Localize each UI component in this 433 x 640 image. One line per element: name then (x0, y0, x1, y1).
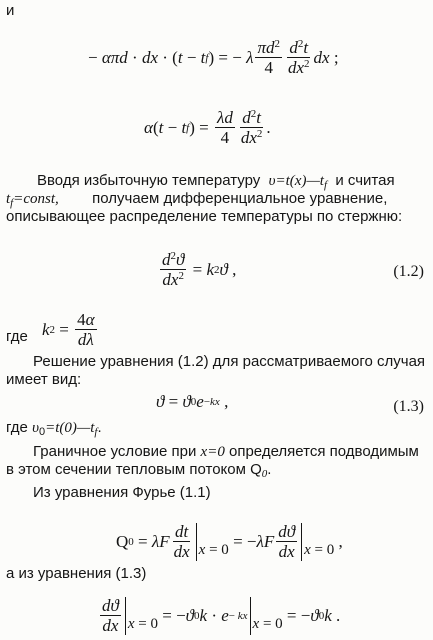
equation-derivative: $\frac{dϑ}{dx}$ x = 0 = − ϑ 0 k · e − kx x = 0 = − ϑ 0 k . (102, 596, 341, 635)
paragraph-line-3: описывающее распределение температуры по стержню: (6, 208, 403, 225)
paragraph-from-eq13: а из уравнения (1.3) (6, 565, 147, 582)
paragraph-boundary: Граничное условие при x=0 определяется подводимым (33, 443, 419, 460)
equation-1-2: $\frac{d^2ϑ}{dx^2}$ = k 2 ϑ , (162, 250, 237, 289)
equation-number-1-3: (1.3) (393, 398, 424, 415)
equation-1-3: ϑ = ϑ 0 e −kx , (156, 392, 229, 411)
paragraph-fourier: Из уравнения Фурье (1.1) (33, 484, 211, 501)
paragraph-boundary-line-2: в этом сечении тепловым потоком $Q_0$. (6, 461, 272, 480)
equation-number-1-2: (1.2) (393, 263, 424, 280)
equation-simplified: α ( t − t f ) = $\frac{\lambda d}{4}$ $\frac{d^2t}{dx^2}$ . (144, 108, 271, 147)
conjunction-i: и (6, 2, 15, 19)
paragraph-solution-line-2: имеет вид: (6, 371, 82, 388)
paragraph-solution: Решение уравнения (1.2) для рассматриваемого случая (33, 353, 426, 370)
paragraph-line-2: $t_f=const$, получаем дифференциальное уравнение, (6, 190, 388, 209)
line-gde-theta0: где $\upsilon_0=t(0)—t_f$. (6, 419, 102, 438)
equation-heat-balance: − απd · dx · ( t − t f ) = − λ $\frac{\pi d^2}{4}$ $\frac{d^2t}{dx^2}$ dx ; (88, 38, 339, 77)
label-gde-1: где (6, 328, 28, 345)
equation-heat-flux: Q 0 = λF $\frac{dt}{dx}$ x = 0 = − λF $\frac{dϑ}{dx}$ x = 0 , (116, 522, 343, 561)
equation-k-squared: k 2 = $\frac{4\alpha}{d\lambda}$ (42, 310, 95, 349)
paragraph-excess-temperature: Вводя избыточную температуру $\upsilon=t(x)—t_f$ и считая (37, 172, 395, 191)
